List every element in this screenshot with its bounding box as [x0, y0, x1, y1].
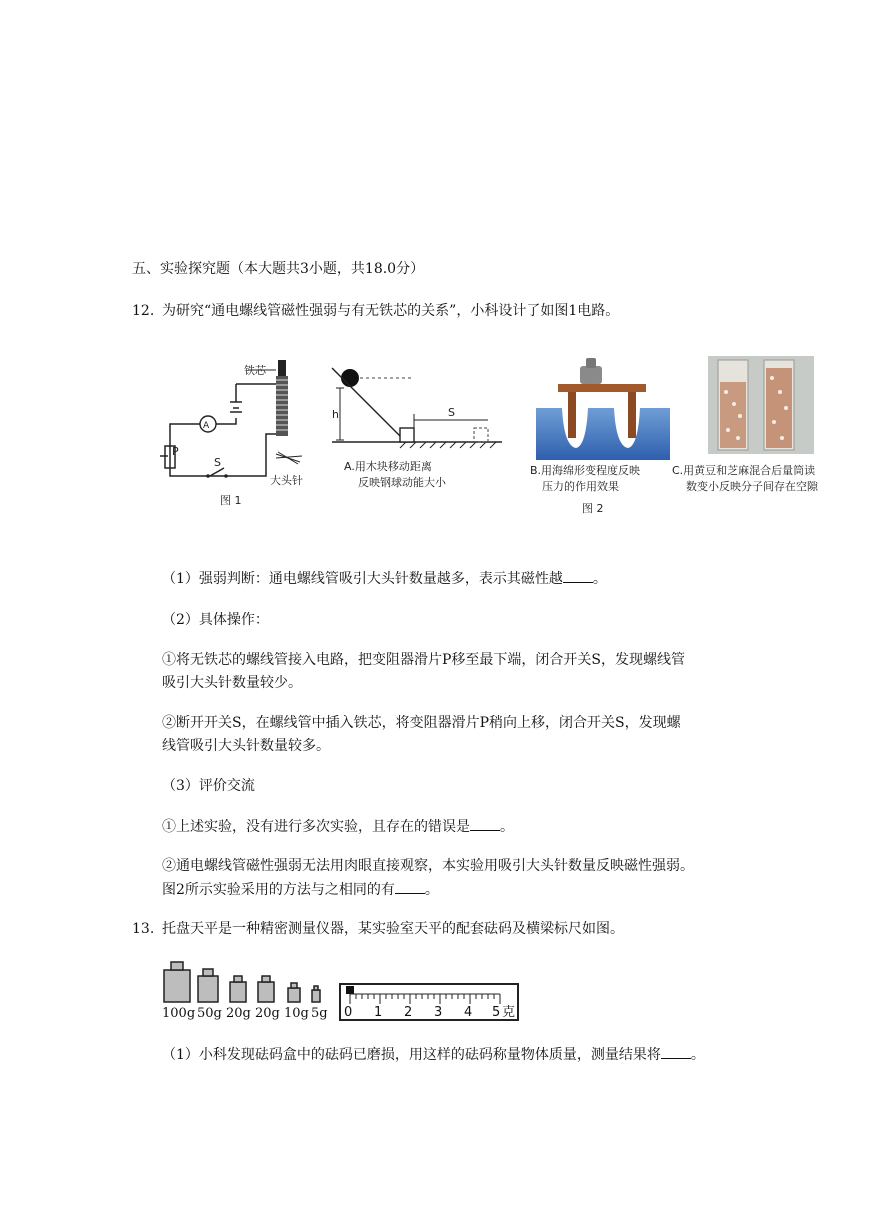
- label-slider-p: P: [172, 445, 179, 458]
- label-iron-core: 铁芯: [244, 364, 266, 377]
- slider-rider-icon: [346, 986, 354, 994]
- caption-a-line-1: A.用木块移动距离: [344, 460, 432, 473]
- weights-set: [160, 958, 340, 1004]
- scale-tick-label: 0: [344, 1005, 353, 1020]
- q12-step-2-line-1: ②断开开关S，在螺线管中插入铁芯，将变阻器滑片P稍向上移，闭合开关S，发现螺: [162, 715, 681, 731]
- question-13-number: 13.: [132, 921, 155, 937]
- q13-part-1: （1）小科发现砝码盒中的砝码已磨损，用这样的砝码称量物体质量，测量结果将 。: [162, 1044, 705, 1065]
- answer-blank: [563, 568, 593, 583]
- weight-label-50g: 50g: [197, 1006, 222, 1021]
- scale-tick-label: 3: [434, 1005, 443, 1020]
- weight-label-100g: 100g: [162, 1006, 196, 1021]
- question-12-stem: 为研究“通电螺线管磁性强弱与有无铁芯的关系”，小科设计了如图1电路。: [162, 303, 620, 319]
- scale-unit: 克: [502, 1005, 516, 1020]
- label-distance-s: S: [448, 406, 455, 419]
- caption-b-line-2: 压力的作用效果: [542, 480, 619, 493]
- figure-2c-cylinders: [668, 352, 868, 502]
- answer-blank: [661, 1044, 691, 1059]
- weight-label-5g: 5g: [311, 1006, 328, 1021]
- label-ammeter: A: [203, 421, 210, 431]
- question-13-stem: 托盘天平是一种精密测量仪器，某实验室天平的配套砝码及横梁标尺如图。: [162, 921, 624, 937]
- q12-step-1-line-1: ①将无铁芯的螺线管接入电路，把变阻器滑片P移至最下端，闭合开关S，发现螺线管: [162, 652, 686, 668]
- scale-tick-label: 5: [492, 1005, 501, 1020]
- q12-eval-2-line-2: 图2所示实验采用的方法与之相同的有 。: [162, 879, 439, 900]
- label-height-h: h: [332, 408, 339, 421]
- weight-label-10g: 10g: [284, 1006, 309, 1021]
- answer-blank: [470, 816, 500, 831]
- label-pins: 大头针: [270, 474, 303, 487]
- weight-label-20g-b: 20g: [255, 1006, 280, 1021]
- q12-eval-1: ①上述实验，没有进行多次实验，且存在的错误是 。: [162, 816, 514, 837]
- scale-tick-label: 1: [374, 1005, 383, 1020]
- figure-1-circuit: [158, 352, 328, 514]
- q12-step-2-line-2: 线管吸引大头针数量较多。: [162, 738, 330, 754]
- caption-c-line-2: 数变小反映分子间存在空隙: [686, 480, 818, 493]
- scale-tick-label: 4: [464, 1005, 473, 1020]
- figure-1-caption: 图 1: [220, 494, 242, 507]
- beam-scale: [338, 982, 524, 1024]
- scale-tick-label: 2: [404, 1005, 413, 1020]
- question-12-number: 12.: [132, 303, 155, 319]
- q12-eval-2-line-1: ②通电螺线管磁性强弱无法用肉眼直接观察，本实验用吸引大头针数量反映磁性强弱。: [162, 858, 694, 874]
- weight-label-20g-a: 20g: [226, 1006, 251, 1021]
- q12-part-2: （2）具体操作：: [162, 612, 269, 628]
- caption-a-line-2: 反映钢球动能大小: [358, 476, 446, 488]
- q12-step-1-line-2: 吸引大头针数量较少。: [162, 675, 302, 691]
- figure-2-caption: 图 2: [582, 502, 604, 515]
- figure-2a-ramp: [326, 356, 526, 488]
- caption-c-line-1: C.用黄豆和芝麻混合后量筒读: [672, 464, 816, 477]
- section-header: 五、实验探究题（本大题共3小题，共18.0分）: [132, 261, 425, 277]
- caption-b-line-1: B.用海绵形变程度反映: [530, 464, 641, 477]
- figure-2b-sponge: [528, 350, 678, 520]
- q12-part-1: （1）强弱判断：通电螺线管吸引大头针数量越多，表示其磁性越 。: [162, 568, 607, 589]
- q12-part-3: （3）评价交流: [162, 778, 255, 794]
- answer-blank: [395, 879, 425, 894]
- label-switch-s: S: [214, 456, 221, 469]
